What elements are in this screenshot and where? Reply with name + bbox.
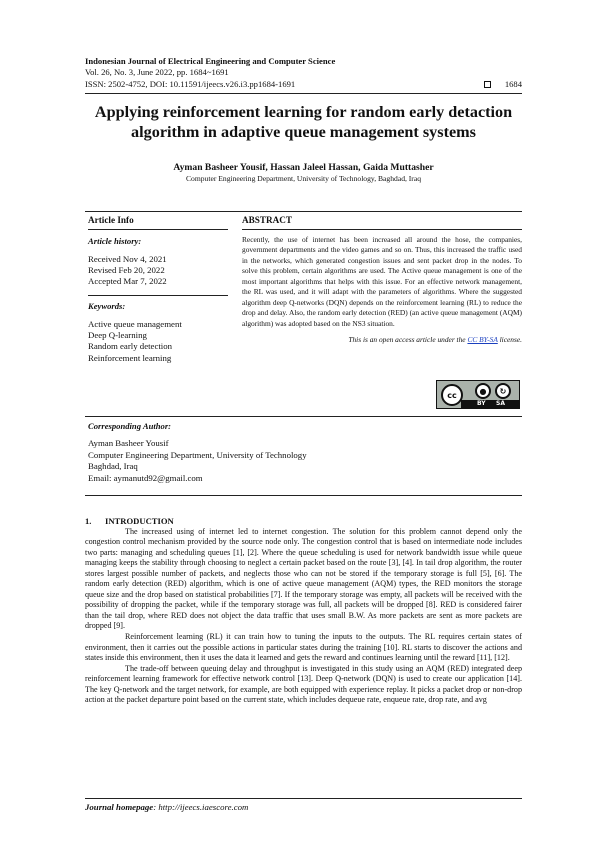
abstract-rule bbox=[242, 229, 522, 230]
corresponding-author bbox=[88, 421, 518, 484]
author-list: Ayman Basheer Yousif, Hassan Jaleel Hassan, Gaida Muttasher bbox=[173, 162, 434, 173]
cc-by-sa-link[interactable]: CC BY-SA bbox=[467, 335, 498, 344]
open-access-note bbox=[242, 335, 522, 346]
sa-label: SA bbox=[496, 400, 505, 407]
footer-label: Journal homepage bbox=[85, 802, 154, 812]
received-date: Received Nov 4, 2021 bbox=[88, 253, 167, 264]
page-number: 1684 bbox=[504, 78, 522, 89]
badge-strip bbox=[461, 400, 519, 408]
corresponding-top-rule bbox=[85, 416, 522, 417]
cc-icon: cc bbox=[441, 384, 463, 406]
revised-date: Revised Feb 20, 2022 bbox=[88, 264, 165, 275]
history-heading: Article history: bbox=[88, 236, 142, 247]
volume-info: Vol. 26, No. 3, June 2022, pp. 1684~1691 bbox=[85, 67, 229, 78]
abstract-text: Recently, the use of internet has been increased all around the hose, the companies, government departments and the video games and so on. Thus, this increased the traffic used in the networks, which generated congestion issues and sent packet drop in the nodes. To solve this problem, certain algorithms are used. The Active queue management is one of the most important algorithms that helps with this issue. For an effective network management, the RL was used, and it will adapt with the parameters of algorithms. Where the suggested algorithm deep Q-networks (DQN) depends on the reinforcement learning (RL) to reduce the drop and delay. Also, the random early detection (RED) (an active queue management (AQM) algorithm) was adopted based on the NS3 situation. bbox=[242, 234, 522, 328]
keyword-item: Deep Q-learning bbox=[88, 330, 147, 341]
share-alike-icon: ↻ bbox=[495, 383, 511, 399]
header-rule bbox=[85, 93, 522, 94]
keywords-rule bbox=[88, 295, 228, 296]
section-number: 1. bbox=[85, 516, 92, 526]
page-number-group bbox=[484, 79, 522, 90]
corresponding-bottom-rule bbox=[85, 495, 522, 496]
issn-doi: ISSN: 2502-4752, DOI: 10.11591/ijeecs.v26.i3.pp1684-1691 bbox=[85, 78, 296, 89]
corresponding-name: Ayman Basheer Yousif bbox=[88, 438, 169, 449]
oa-suffix: license. bbox=[499, 335, 522, 344]
footer-rule bbox=[85, 798, 522, 799]
paragraph: Reinforcement learning (RL) it can train how to tuning the inputs to the outputs. The RL requires certain states of environment, then it carries out the possible actions in particular states during the training [10]. RL starts to discover the actions and states inside this environment, then it uses the data it learned and gets the reward and continues learning until the reward [11], [12]. bbox=[85, 632, 522, 663]
article-info bbox=[88, 215, 228, 364]
abstract-section bbox=[242, 215, 522, 346]
keyword-item: Random early detection bbox=[88, 341, 173, 352]
oa-prefix: This is an open access article under the bbox=[348, 335, 466, 344]
keyword-item: Active queue management bbox=[88, 318, 182, 329]
introduction-section bbox=[85, 516, 522, 706]
paragraph: The increased using of internet led to internet congestion. The solution for this problem cannot depend only the congestion control mechanism provided by the source node only. The congestion control that is based on intermediate node includes two parts: managing and scheduling queues [1], [2]. Where the queue scheduling is used for network bandwidth issue while queue managing keeps the stability through choosing to neglect a certain packet based on the route [3], [4]. In tail drop algorithm, the router stores largest possible number of packets, and neglects those who can not be stored if the temporary storage is full [5], [6]. The random early detection (RED) algorithm, which is one of active queue management (AQM) types, the RED monitors the storage queue size and the drop based on statistical probabilities [7]. If the temporary storage was empty, all packets will be received with the possibility of dropping the packet, while if the temporary storage was full, all packets will be dropped [8]. RED is considered fairer than the tail drop, where RED does not object the data traffic that uses small B.W. As more packets are sent as more packets are dropped [9]. bbox=[85, 526, 522, 631]
paper-title: Applying reinforcement learning for random early detaction algorithm in adaptive queue management systems bbox=[94, 103, 513, 141]
affiliation: Computer Engineering Department, University of Technology, Baghdad, Iraq bbox=[185, 174, 422, 183]
section-heading bbox=[85, 516, 522, 527]
abstract-heading: ABSTRACT bbox=[242, 215, 293, 225]
footer-url[interactable]: : http://ijeecs.iaescore.com bbox=[153, 802, 249, 812]
journal-name: Indonesian Journal of Electrical Engineering and Computer Science bbox=[85, 56, 336, 66]
square-icon bbox=[484, 81, 491, 88]
corresponding-heading: Corresponding Author: bbox=[88, 421, 172, 431]
accepted-date: Accepted Mar 7, 2022 bbox=[88, 276, 167, 287]
running-header bbox=[85, 56, 522, 90]
keywords-heading: Keywords: bbox=[88, 301, 126, 312]
corresponding-dept: Computer Engineering Department, University of Technology bbox=[88, 449, 307, 460]
footer bbox=[85, 802, 248, 812]
by-label: BY bbox=[477, 400, 486, 407]
section-title: INTRODUCTION bbox=[105, 516, 174, 526]
corresponding-email: Email: aymanutd92@gmail.com bbox=[88, 472, 203, 483]
article-info-rule bbox=[88, 229, 228, 230]
corresponding-city: Baghdad, Iraq bbox=[88, 461, 138, 472]
article-info-heading: Article Info bbox=[88, 215, 134, 225]
attribution-icon: ● bbox=[475, 383, 491, 399]
cc-license-badge[interactable] bbox=[436, 380, 520, 409]
issn-row bbox=[85, 79, 522, 90]
keyword-item: Reinforcement learning bbox=[88, 352, 172, 363]
paragraph: The trade-off between queuing delay and throughput is investigated in this study using an AQM (RED) integrated deep reinforcement learning framework for effective network control [13]. Deep Q-network (DQN) is used to create our application [14]. The key Q-network and the target network, for example, are both equipped with experience replay. It picks a packet drop or non-drop action at the packet departure point based on the current state, which includes dequeue rate, enqueue rate, drop rate, and avg bbox=[85, 663, 522, 705]
info-top-rule bbox=[85, 211, 522, 212]
